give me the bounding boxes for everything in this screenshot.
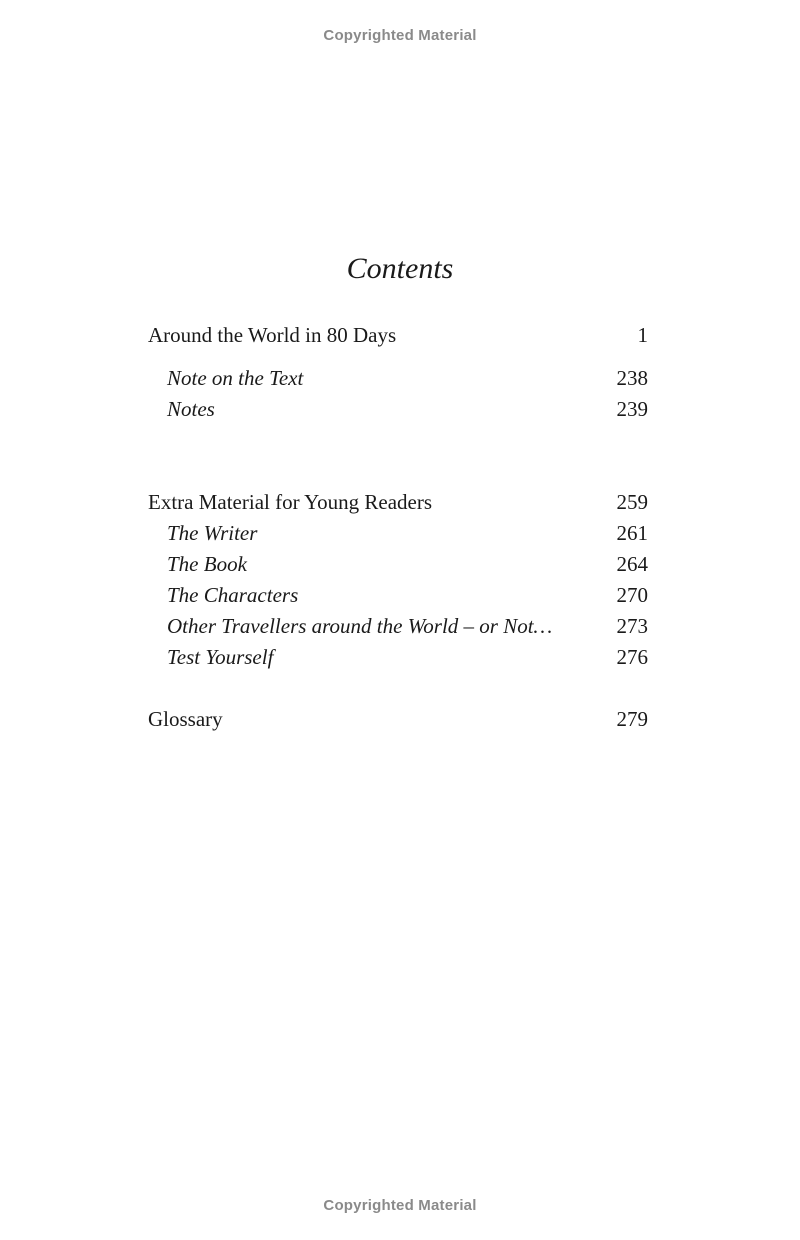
toc-entry-page: 261 bbox=[616, 521, 648, 545]
toc-entry-page: 276 bbox=[616, 645, 648, 669]
toc-entry-page: 270 bbox=[616, 583, 648, 607]
toc-entry-other-travellers[interactable] bbox=[148, 612, 648, 640]
toc-entry-note-on-the-text[interactable] bbox=[148, 364, 648, 392]
toc-entry-page: 1 bbox=[637, 323, 648, 347]
toc-entry-page: 279 bbox=[616, 707, 648, 731]
toc-entry-page: 273 bbox=[616, 614, 648, 638]
toc-entry-the-characters[interactable] bbox=[148, 581, 648, 609]
toc-entry-page: 264 bbox=[616, 552, 648, 576]
toc-entry-label: Glossary bbox=[148, 707, 223, 731]
toc-entry-label: Other Travellers around the World – or Not… bbox=[167, 614, 553, 638]
toc-entry-the-writer[interactable] bbox=[148, 519, 648, 547]
toc-entry-notes[interactable] bbox=[148, 395, 648, 423]
toc-entry-around-the-world[interactable] bbox=[148, 321, 648, 349]
contents-title: Contents bbox=[346, 252, 454, 285]
copyright-watermark-bottom: Copyrighted Material bbox=[323, 1197, 477, 1214]
copyright-watermark-top: Copyrighted Material bbox=[323, 27, 477, 44]
toc-entry-label: The Writer bbox=[167, 521, 258, 545]
toc-entry-glossary[interactable] bbox=[148, 705, 648, 733]
toc-entry-label: The Characters bbox=[167, 583, 299, 607]
toc-entry-the-book[interactable] bbox=[148, 550, 648, 578]
toc-entry-label: Test Yourself bbox=[167, 645, 274, 669]
toc-entry-label: The Book bbox=[167, 552, 247, 576]
toc-entry-page: 259 bbox=[616, 490, 648, 514]
toc-entry-extra-material[interactable] bbox=[148, 488, 648, 516]
toc-entry-page: 239 bbox=[616, 397, 648, 421]
toc-entry-page: 238 bbox=[616, 366, 648, 390]
toc-entry-label: Around the World in 80 Days bbox=[148, 323, 397, 347]
toc-entry-label: Notes bbox=[167, 397, 215, 421]
toc-entry-test-yourself[interactable] bbox=[148, 643, 648, 671]
toc-entry-label: Extra Material for Young Readers bbox=[148, 490, 433, 514]
toc-entry-label: Note on the Text bbox=[167, 366, 304, 390]
